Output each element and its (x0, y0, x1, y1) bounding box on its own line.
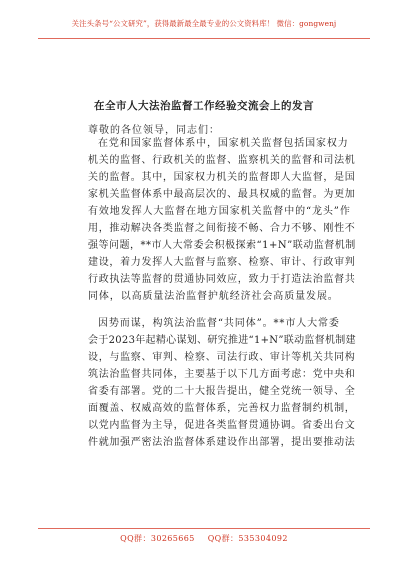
body-line: 强等问题，**市人大常委会积极探索“1+N”联动监督机制 (88, 240, 356, 251)
footer-contacts (0, 533, 408, 544)
qq-group-2: QQ群：535304092 (207, 534, 288, 543)
body-line: 有效地发挥人大监督在地方国家机关监督中的“龙头”作 (88, 206, 351, 217)
header-divider (38, 38, 370, 39)
body-line: 建设，着力发挥人大监督与监察、检察、审计、行政审判 (88, 257, 356, 268)
qq-group-1: QQ群：30265665 (120, 534, 195, 543)
document-title: 在全市人大法治监督工作经验交流会上的发言 (94, 100, 314, 112)
body-line: 面覆盖、权威高效的监督体系，完善权力监督制约机制， (88, 403, 356, 414)
body-line: 设，与监察、审判、检察、司法行政、审计等机关共同构 (88, 352, 356, 363)
body-line: 件就加强严密法治监督体系建设作出部署，提出要推动法 (88, 437, 356, 448)
body-line: 家机关监督体系中最高层次的、最具权威的监督。为更加 (88, 189, 356, 200)
body-line: 关的监督。其中，国家权力机关的监督即人大监督，是国 (88, 172, 356, 183)
promo-banner: 关注头条号“公文研究”，获得最新最全最专业的公文资料库！ 微信：gongwenj (71, 19, 337, 28)
body-line: 以党内监督为主导，促进各类监督贯通协调。省委出台文 (88, 420, 356, 431)
salutation: 尊敬的各位领导，同志们： (88, 125, 220, 136)
body-line: 省委有部署。党的二十大报告提出，健全党统一领导、全 (88, 386, 356, 397)
body-line: 因势而谋，构筑法治监督“共同体”。**市人大常委 (98, 318, 340, 329)
body-line: 用，推动解决各类监督之间衔接不畅、合力不够、刚性不 (88, 223, 356, 234)
footer-divider (38, 528, 370, 529)
body-line: 机关的监督、行政机关的监督、监察机关的监督和司法机 (88, 155, 356, 166)
body-line: 会于2023年起精心谋划、研究推进“1+N”联动监督机制建 (88, 335, 356, 346)
body-line: 在党和国家监督体系中，国家机关监督包括国家权力 (98, 138, 349, 149)
body-line: 行政执法等监督的贯通协同效应，致力于打造法治监督共 (88, 274, 356, 285)
body-line: 筑法治监督共同体，主要基于以下几方面考虑：党中央和 (88, 369, 356, 380)
body-line: 同体，以高质量法治监督护航经济社会高质量发展。 (88, 291, 339, 302)
